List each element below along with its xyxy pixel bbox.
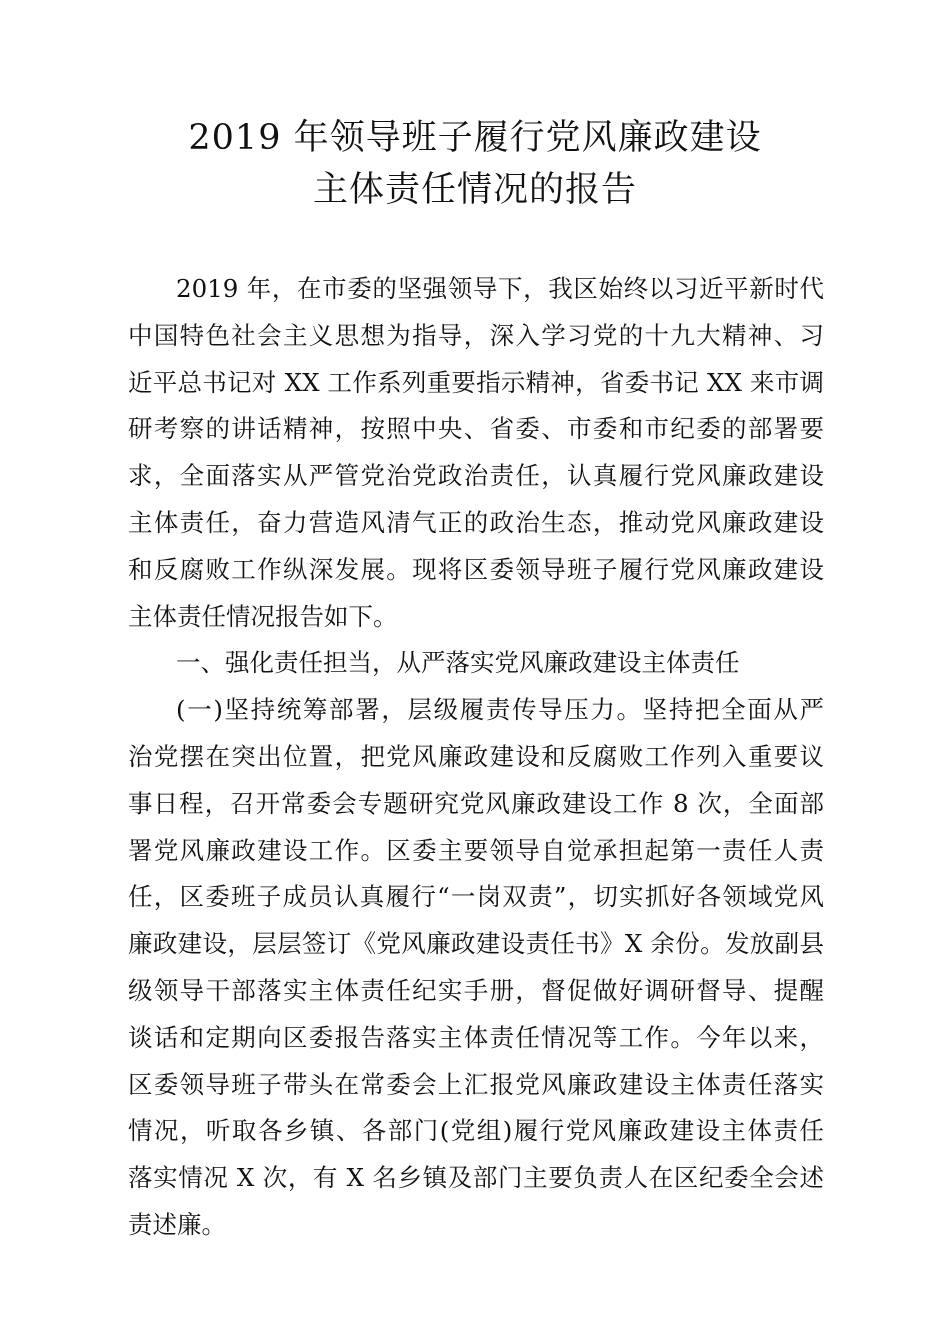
paragraph-intro-line: 2019 年，在市委的坚强领导下，我区始终以习近平新时代 [176,274,824,303]
title-line-2: 主体责任情况的报告 [312,170,637,210]
section-heading: 一、强化责任担当，从严落实党风廉政建设主体责任 [176,648,740,678]
title-line-1: 2019 年领导班子履行党风廉政建设 [188,118,762,158]
paragraph-section-line: 廉政建设，层层签订《党风廉政建设责任书》X 余份。发放副县 [128,929,824,959]
paragraph-intro-line: 求，全面落实从严管党治党政治责任，认真履行党风廉政建设 [128,461,824,491]
paragraph-section-line: 区委领导班子带头在常委会上汇报党风廉政建设主体责任落实 [128,1069,824,1099]
document-title [0,112,950,216]
document-body [128,266,824,1249]
paragraph-section-line: 谈话和定期向区委报告落实主体责任情况等工作。今年以来， [128,1022,824,1052]
paragraph-intro-line: 中国特色社会主义思想为指导，深入学习党的十九大精神、习 [128,320,824,350]
paragraph-intro-line: 和反腐败工作纵深发展。现将区委领导班子履行党风廉政建设 [128,554,824,584]
paragraph-section-line: 落实情况 X 次，有 X 名乡镇及部门主要负责人在区纪委全会述 [128,1163,824,1193]
paragraph-intro-line: 主体责任情况报告如下。 [128,601,398,631]
paragraph-section-line: 事日程，召开常委会专题研究党风廉政建设工作 8 次，全面部 [128,788,824,818]
paragraph-section-line: (一)坚持统筹部署，层级履责传导压力。坚持把全面从严 [176,695,824,725]
paragraph-intro-line: 近平总书记对 XX 工作系列重要指示精神，省委书记 XX 来市调 [128,367,824,397]
paragraph-intro-line: 主体责任，奋力营造风清气正的政治生态，推动党风廉政建设 [128,507,824,537]
paragraph-section-line: 任，区委班子成员认真履行“一岗双责”，切实抓好各领域党风 [128,882,824,912]
paragraph-section-line: 治党摆在突出位置，把党风廉政建设和反腐败工作列入重要议 [128,741,824,771]
paragraph-section-line: 级领导干部落实主体责任纪实手册，督促做好调研督导、提醒 [128,975,824,1005]
paragraph-section-line: 责述廉。 [128,1209,226,1239]
paragraph-intro-line: 研考察的讲话精神，按照中央、省委、市委和市纪委的部署要 [128,414,824,444]
paragraph-section-line: 署党风廉政建设工作。区委主要领导自觉承担起第一责任人责 [128,835,824,865]
paragraph-section-line: 情况，听取各乡镇、各部门(党组)履行党风廉政建设主体责任 [128,1116,824,1146]
